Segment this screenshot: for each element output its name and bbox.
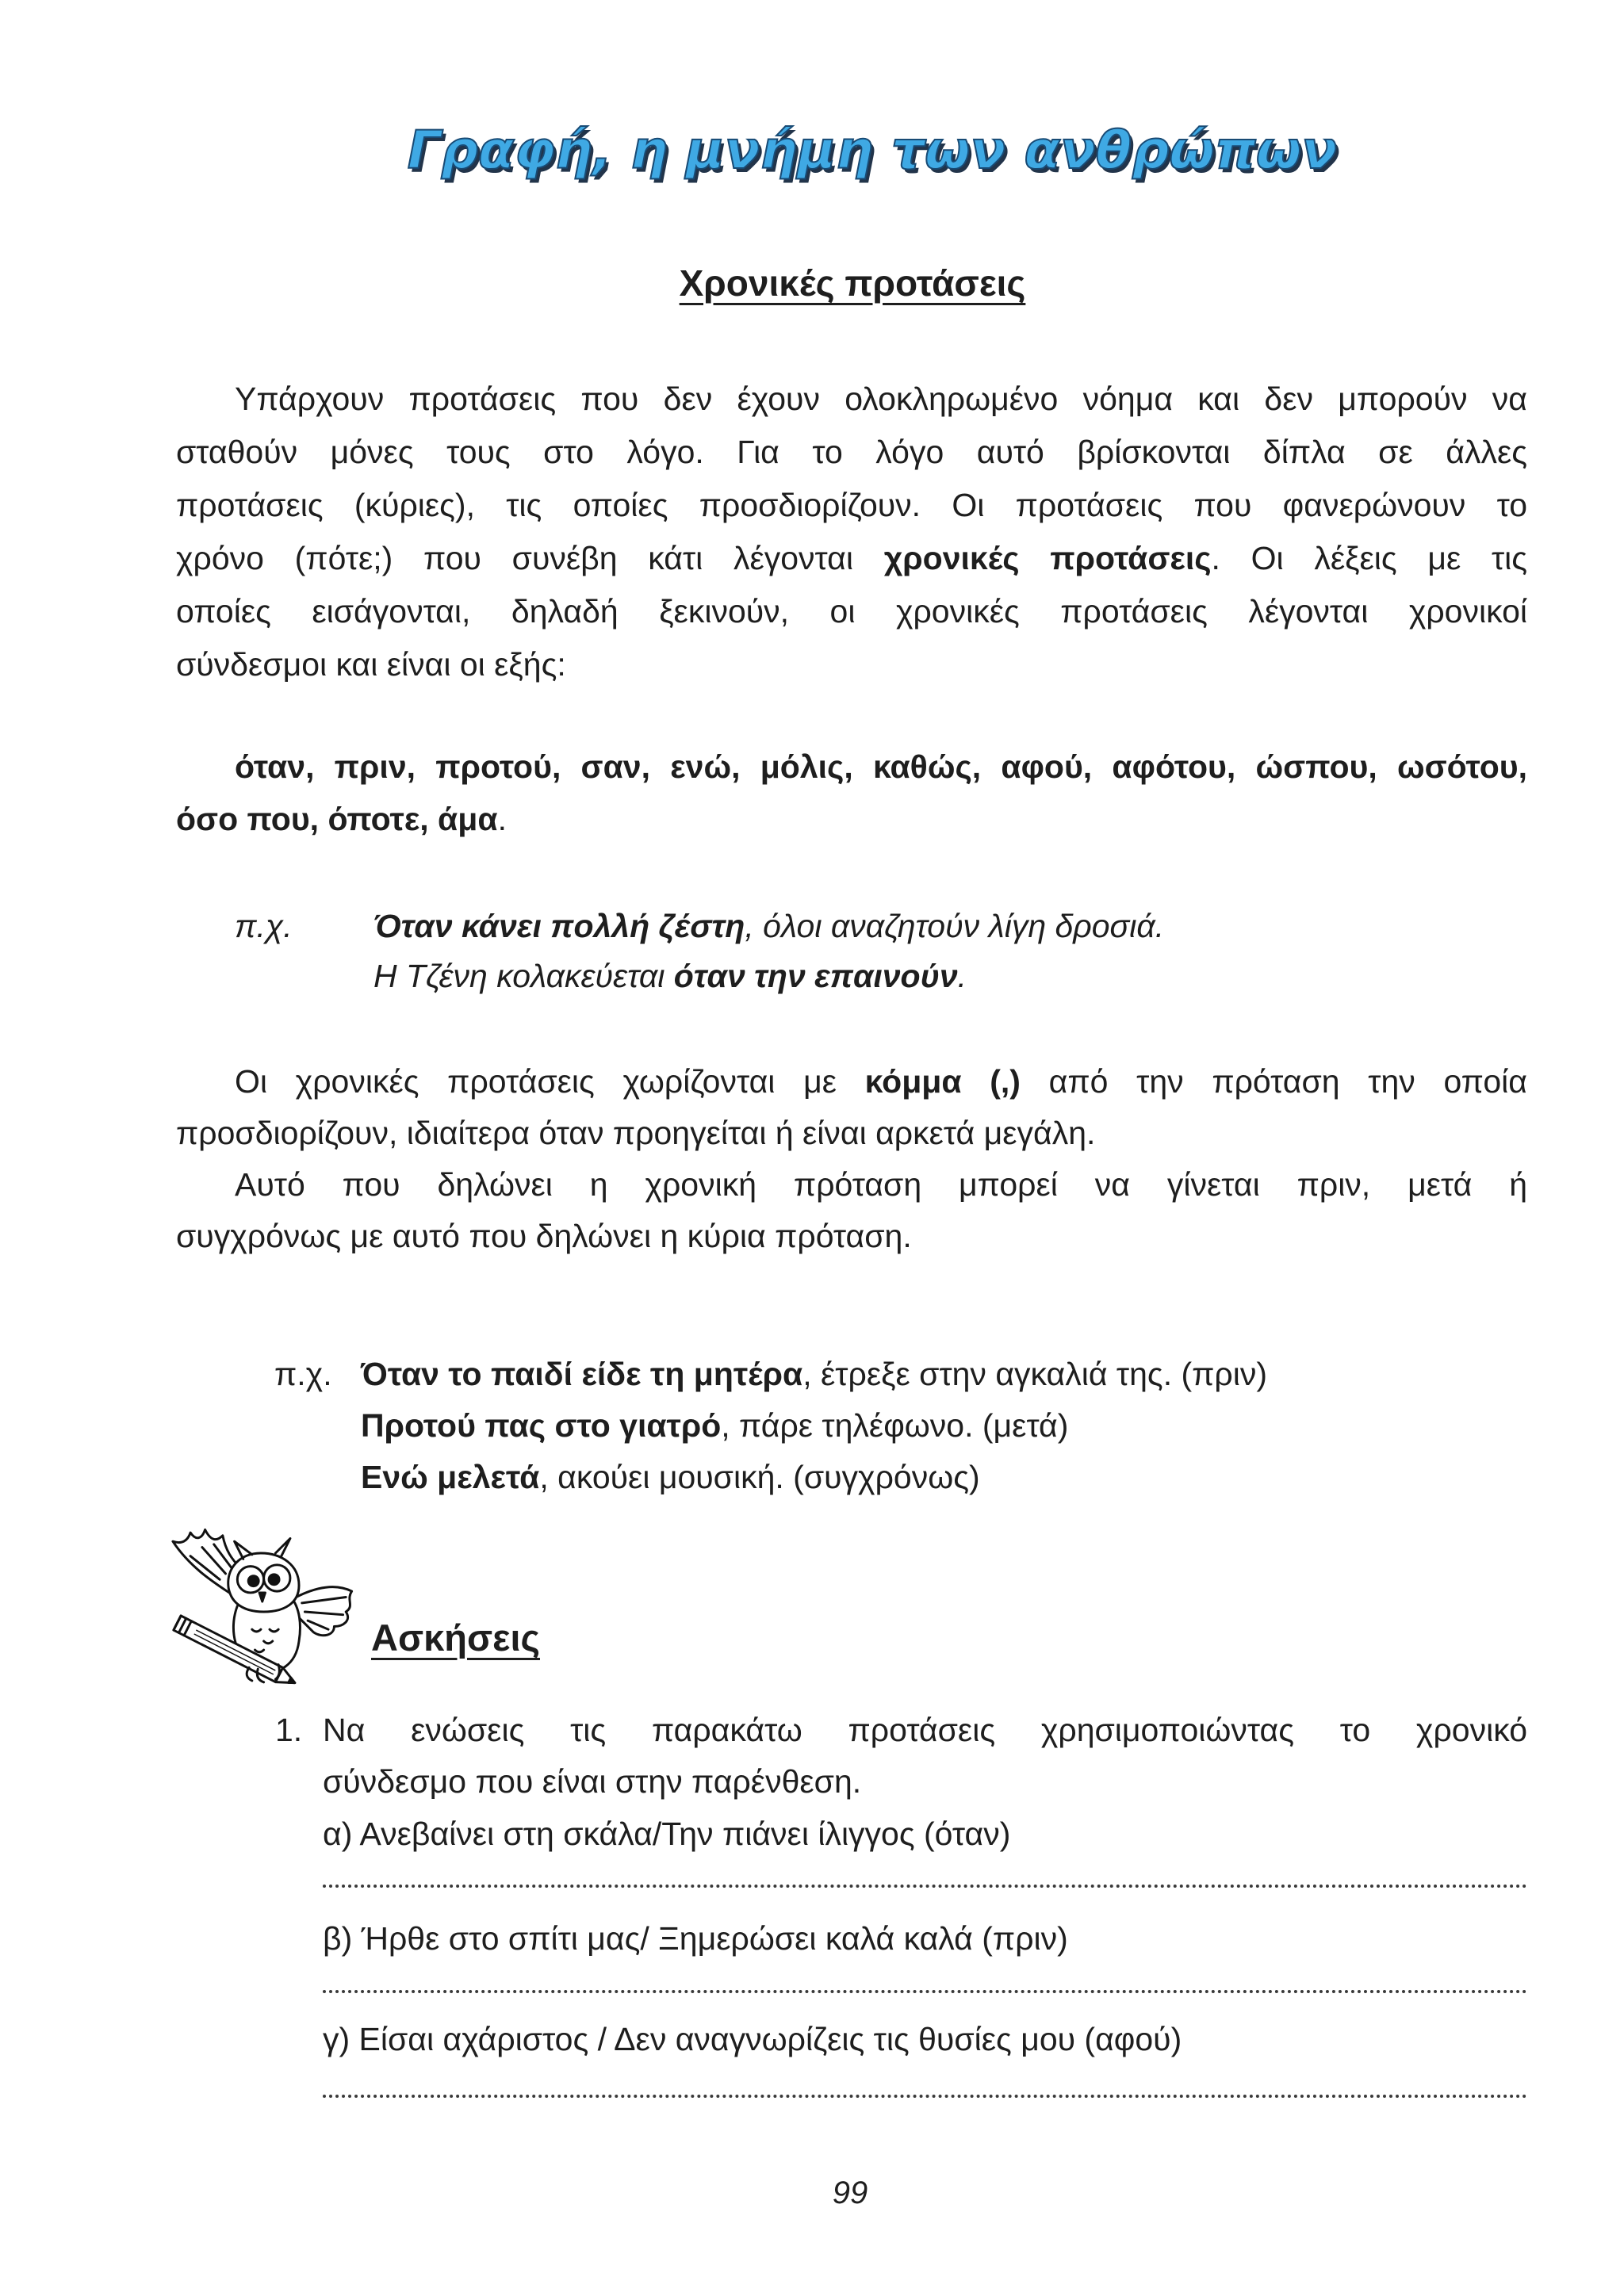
bold-text: Όταν το παιδί είδε τη μητέρα (361, 1356, 803, 1392)
intro-line (176, 373, 1527, 426)
conjunctions-line (176, 740, 1527, 793)
intro-line (176, 532, 1527, 585)
owl-with-pencil-icon (161, 1524, 359, 1700)
text-run: σύνδεσμοι και είναι οι εξής: (176, 646, 566, 683)
text-run: οποίες εισάγονται, δηλαδή ξεκινούν, οι χρονικές προτάσεις λέγονται χρονικοί (176, 593, 1527, 629)
answer-line (323, 1885, 1527, 1888)
instruction-line: σύνδεσμο που είναι στην παρένθεση. (323, 1763, 862, 1800)
conjunctions-list (176, 740, 1527, 845)
bold-text: όταν την επαινούν (673, 958, 958, 994)
exercise-number: 1. (275, 1712, 303, 1748)
intro-line (176, 479, 1527, 532)
text-run: , όλοι αναζητούν λίγη δροσιά. (745, 908, 1165, 944)
text-run: . Οι λέξεις με τις (1211, 540, 1528, 576)
example-1 (373, 901, 1515, 1001)
text-run: προσδιορίζουν, ιδιαίτερα όταν προηγείται ή είναι αρκετά μεγάλη. (176, 1115, 1096, 1151)
text-run: Οι χρονικές προτάσεις χωρίζονται με (235, 1063, 865, 1100)
example-2 (361, 1349, 1519, 1503)
example-label: π.χ. (235, 908, 293, 944)
exercise-part-c: γ) Είσαι αχάριστος / Δεν αναγνωρίζεις τις θυσίες μου (αφού) (323, 2021, 1182, 2057)
answer-line (323, 2095, 1527, 2098)
rules-line (176, 1159, 1527, 1211)
example-line (373, 901, 1515, 951)
text-run: , έτρεξε στην αγκαλιά της. (πριν) (802, 1356, 1268, 1392)
example-line (361, 1400, 1519, 1452)
exercise-part-a: α) Ανεβαίνει στη σκάλα/Την πιάνει ίλιγγος (όταν) (323, 1816, 1011, 1852)
exercise-part-b: β) Ήρθε στο σπίτι μας/ Ξημερώσει καλά καλά (πριν) (323, 1920, 1068, 1957)
intro-line (176, 585, 1527, 638)
text-run: χρόνο (πότε;) που συνέβη κάτι λέγονται (176, 540, 884, 576)
rules-line (176, 1211, 1527, 1262)
bold-text: Όταν κάνει πολλή ζέστη (373, 908, 745, 944)
section-heading: Χρονικές προτάσεις (679, 262, 1026, 304)
example-label: π.χ. (274, 1356, 332, 1392)
bold-text: όσο που, όποτε, άμα (176, 801, 498, 837)
conjunctions-line (176, 793, 1527, 845)
text-run: συγχρόνως με αυτό που δηλώνει η κύρια πρόταση. (176, 1218, 912, 1254)
answer-line (323, 1990, 1527, 1993)
example-line (373, 951, 1515, 1001)
bold-text: Προτού πας στο γιατρό (361, 1407, 722, 1444)
exercise-instruction (323, 1705, 1527, 1808)
rules-line (176, 1108, 1527, 1159)
intro-line (176, 426, 1527, 479)
text-run: προτάσεις (κύριες), τις οποίες προσδιορίζουν. Οι προτάσεις που φανερώνουν το (176, 487, 1527, 523)
page-title: Γραφή, η μνήμη των ανθρώπων (407, 120, 1338, 181)
rules-line (176, 1056, 1527, 1108)
text-run: Αυτό που δηλώνει η χρονική πρόταση μπορεί να γίνεται πριν, μετά ή (235, 1166, 1527, 1203)
text-run: Η Τζένη κολακεύεται (373, 958, 674, 994)
bold-text: Ενώ μελετά (361, 1459, 540, 1495)
bold-text: όταν, πριν, προτού, σαν, ενώ, μόλις, καθώς, αφού, αφότου, ώσπου, ωσότου, (235, 748, 1527, 785)
intro-paragraph (176, 373, 1527, 691)
text-run: . (497, 801, 507, 837)
text-run: Υπάρχουν προτάσεις που δεν έχουν ολοκληρωμένο νόημα και δεν μπορούν να (235, 381, 1527, 417)
example-line (361, 1349, 1519, 1400)
rules-paragraph (176, 1056, 1527, 1262)
text-run: από την πρόταση την οποία (1020, 1063, 1527, 1100)
text-run: σταθούν μόνες τους στο λόγο. Για το λόγο αυτό βρίσκονται δίπλα σε άλλες (176, 434, 1527, 470)
intro-line (176, 638, 1527, 691)
instruction-line: Να ενώσεις τις παρακάτω προτάσεις χρησιμοποιώντας το χρονικό (323, 1712, 1527, 1748)
text-run: . (957, 958, 967, 994)
example-line (361, 1452, 1519, 1503)
exercises-heading: Ασκήσεις (371, 1617, 540, 1659)
bold-text: κόμμα (,) (864, 1063, 1021, 1100)
text-run: , πάρε τηλέφωνο. (μετά) (721, 1407, 1069, 1444)
bold-text: χρονικές προτάσεις (883, 540, 1212, 576)
page-number: 99 (832, 2175, 868, 2210)
text-run: , ακούει μουσική. (συγχρόνως) (539, 1459, 980, 1495)
